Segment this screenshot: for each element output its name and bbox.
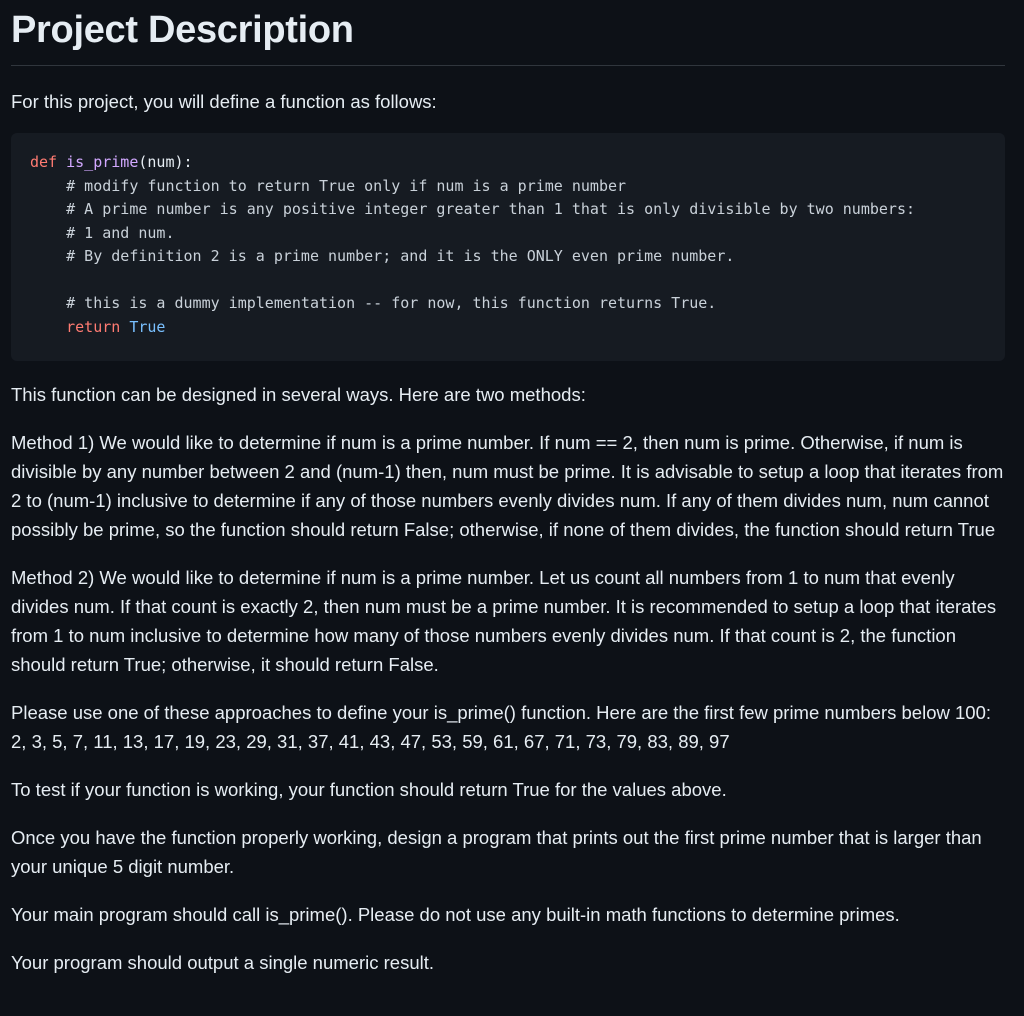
page-title: Project Description	[11, 9, 354, 51]
code-line-comment	[30, 245, 986, 269]
return-keyword: return	[66, 317, 121, 336]
method2-paragraph: Method 2) We would like to determine if num is a prime number. Let us count all numbers from 1 to num that evenly divides num. If that count is exactly 2, then num must be a prime number. It is recommended to setup a loop that iterates from 1 to num inclusive to determine how many of those numbers evenly divides num. If that count is 2, the function should return True; otherwise, it should return False.	[11, 567, 997, 675]
code-comment: # A prime number is any positive integer greater than 1 that is only divisible by two numbers:	[66, 200, 916, 218]
code-comment: # 1 and num.	[66, 223, 175, 242]
code-comment: # this is a dummy implementation -- for now, this function returns True.	[66, 294, 717, 312]
function-name: is_prime	[66, 153, 139, 171]
code-block	[11, 133, 1005, 361]
code-line-comment	[30, 198, 986, 222]
code-line-comment	[30, 222, 986, 246]
method1-paragraph: Method 1) We would like to determine if num is a prime number. If num == 2, then num is prime. Otherwise, if num is divisible by any number between 2 and (num-1) then, num must be prime. It is advisable to setup a loop that iterates from 2 to (num-1) inclusive to determine if any of those numbers evenly divides num. If any of them divides num, num cannot possibly be prime, so the function should return False; otherwise, if none of them divides, the function should return True	[11, 432, 1004, 540]
function-params: (num):	[138, 153, 193, 171]
code-line-blank	[30, 269, 986, 293]
designs-paragraph: This function can be designed in several ways. Here are two methods:	[11, 384, 586, 405]
test-paragraph: To test if your function is working, your function should return True for the values above.	[11, 779, 727, 800]
project-description	[11, 0, 1005, 977]
main-program-paragraph: Your main program should call is_prime(). Please do not use any built-in math functions to determine primes.	[11, 904, 900, 925]
intro-paragraph: For this project, you will define a function as follows:	[11, 91, 437, 112]
return-value: True	[129, 317, 166, 336]
code-line-comment	[30, 292, 986, 316]
output-paragraph: Your program should output a single numeric result.	[11, 952, 434, 973]
title-divider	[11, 65, 1005, 66]
code-line-def	[30, 151, 986, 175]
code-comment: # By definition 2 is a prime number; and it is the ONLY even prime number.	[66, 247, 735, 265]
approaches-paragraph: Please use one of these approaches to define your is_prime() function. Here are the first few prime numbers below 100: 2, 3, 5, 7, 11, 13, 17, 19, 23, 29, 31, 37, 41, 43, 47, 53, 59, 61, 67, 71, 73, 79, 83, 89, 97	[11, 702, 991, 752]
def-keyword: def	[30, 153, 58, 171]
once-paragraph: Once you have the function properly working, design a program that prints out the first prime number that is larger than your unique 5 digit number.	[11, 827, 982, 877]
code-line-comment	[30, 175, 986, 199]
code-comment: # modify function to return True only if num is a prime number	[66, 176, 627, 195]
code-line-return	[30, 316, 986, 340]
